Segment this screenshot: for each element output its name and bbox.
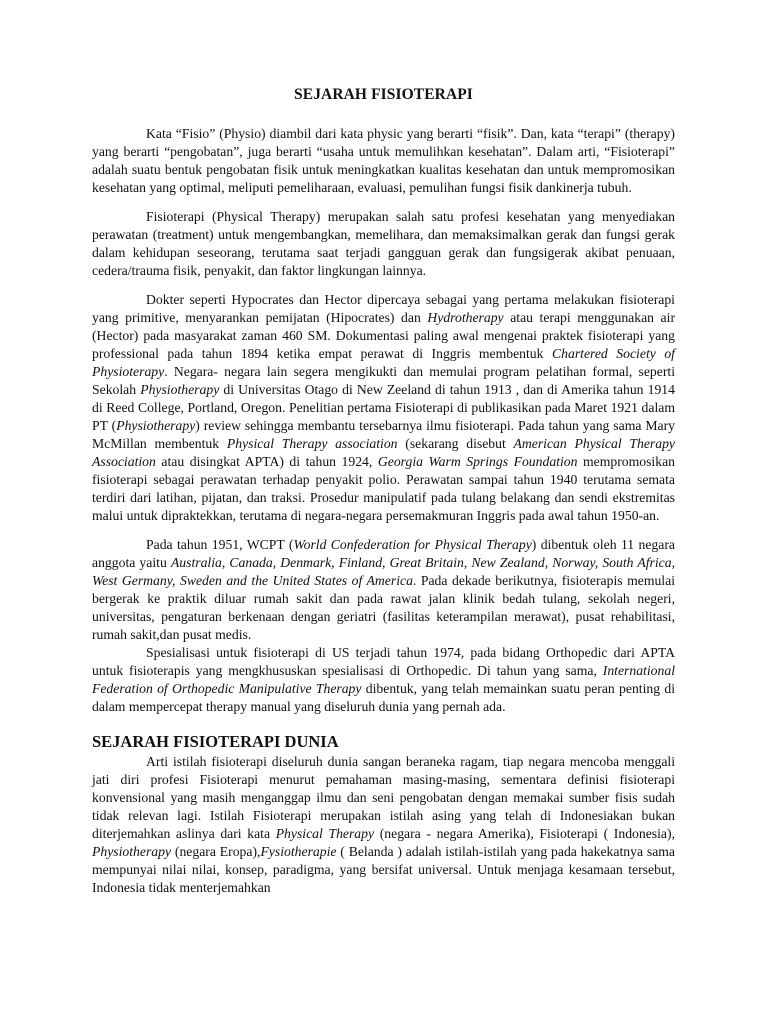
italic-term: Hydrotherapy xyxy=(427,310,504,325)
text-run: Dokter seperti Hypocrates dan Hector dipercaya sebagai yang pertama melakukan fisioterapi yang primitive, menyarankan pemijatan (Hipocrates) dan xyxy=(92,292,675,325)
italic-term: Physical Therapy xyxy=(275,826,375,841)
italic-term: Physiotherapy xyxy=(92,844,172,859)
text-run: mempromosikan fisioterapi sebagai perawatan terhadap penyakit polio. Perawatan sampai tahun 1940 terutama semata terdiri dari latihan, pijatan, dan traksi. Prosedur manipulatif pada tulang belakang dan sendi ekstremitas malui untuk dipraktekkan, terutama di negara-negara persemakmuran Inggris pada awal tahun 1950-an. xyxy=(92,454,675,523)
section-title: SEJARAH FISIOTERAPI DUNIA xyxy=(92,732,339,751)
paragraph xyxy=(92,536,675,644)
text-run: Kata “Fisio” (Physio) diambil dari kata physic yang berarti “fisik”. Dan, kata “terapi” (therapy) yang berarti “pengobatan”, juga berarti “usaha untuk memulihkan kesehatan”. Dalam arti, “Fisioterapi” adalah suatu bentuk pengobatan fisik untuk meningkatkan kualitas kesehatan dan untuk mempromosikan kesehatan yang optimal, meliputi pemeliharaan, evaluasi, pemulihan fungsi fisik dankinerja tubuh. xyxy=(92,126,675,195)
document-page xyxy=(92,86,675,908)
italic-term: Physiotherapy xyxy=(116,418,196,433)
italic-term: Fysiotherapie xyxy=(260,844,337,859)
italic-term: Physical Therapy association xyxy=(226,436,398,451)
text-run: ) dibentuk oleh 11 negara anggota yaitu xyxy=(92,537,675,570)
text-run: (negara - negara Amerika), Fisioterapi ( Indonesia), xyxy=(374,826,675,841)
text-run: Spesialisasi untuk fisioterapi di US terjadi tahun 1974, pada bidang Orthopedic dari APTA untuk fisioterapis yang mengkhususkan spesialisasi di Orthopedic. Di tahun yang sama, xyxy=(92,645,675,678)
paragraph xyxy=(92,644,675,716)
italic-term: World Confederation for Physical Therapy xyxy=(293,537,532,552)
text-run: (negara Eropa), xyxy=(171,844,261,859)
text-run: ( Belanda ) adalah istilah-istilah yang pada hakekatnya sama mempunyai nilai nilai, konsep, paradigma, yang bersifat universal. Untuk menjaga kesamaan tersebut, Indonesia tidak menterjemahkan xyxy=(92,844,675,895)
text-run: Fisioterapi (Physical Therapy) merupakan salah satu profesi kesehatan yang menyediakan perawatan (treatment) untuk mengembangkan, memelihara, dan memaksimalkan gerak dan fungsi gerak dalam kehidupan seseorang, terutama saat terjadi gangguan gerak dan fungsigerak akibat penuaan, cedera/trauma fisik, penyakit, dan faktor lingkungan lainnya. xyxy=(92,209,675,278)
text-run: Pada tahun 1951, WCPT ( xyxy=(146,537,294,552)
text-run: dibentuk, yang telah memainkan suatu peran penting di dalam mempercepat therapy manual yang diseluruh dunia yang pernah ada. xyxy=(92,681,675,714)
paragraph xyxy=(92,208,675,280)
text-run: atau terapi menggunakan air (Hector) pada masyarakat zaman 460 SM. Dokumentasi paling awal mengenai praktek fisioterapi yang professional pada tahun 1894 ketika empat perawat di Inggris membentuk xyxy=(92,310,675,361)
paragraph xyxy=(92,753,675,897)
text-run: di Universitas Otago di New Zeeland di tahun 1913 , dan di Amerika tahun 1914 di Reed College, Portland, Oregon. Penelitian pertama Fisioterapi di publikasikan pada Maret 1921 dalam PT ( xyxy=(92,382,675,433)
text-run: Arti istilah fisioterapi diseluruh dunia sangan beraneka ragam, tiap negara mencoba menggali jati diri profesi Fisioterapi menurut pemahaman masing-masing, sementara definisi fisioterapi konvensional yang masih menganggap ilmu dan seni pengobatan dengan memakai sumber fisis sudah tidak relevan lagi. Istilah Fisioterapi merupakan istilah asing yang telah di Indonesiakan bukan diterjemahkan aslinya dari kata xyxy=(92,754,675,841)
italic-term: Australia, Canada, Denmark, Finland, Great Britain, New Zealand, Norway, South Africa, West Germany, Sweden and the United States of America xyxy=(92,555,675,588)
italic-term: Georgia Warm Springs Foundation xyxy=(377,454,578,469)
paragraph xyxy=(92,291,675,525)
document-title: SEJARAH FISIOTERAPI xyxy=(294,86,473,103)
italic-term: American Physical Therapy Association xyxy=(92,436,676,469)
text-run: . Negara- negara lain segera mengikukti dan memulai program pelatihan formal, seperti Sekolah xyxy=(92,364,675,397)
paragraph xyxy=(92,125,675,197)
italic-term: Physiotherapy xyxy=(140,382,220,397)
italic-term: Chartered Society of Physioterapy xyxy=(92,346,675,379)
text-run: atau disingkat APTA) di tahun 1924, xyxy=(155,454,378,469)
italic-term: International Federation of Orthopedic Manipulative Therapy xyxy=(92,663,675,696)
text-run: . Pada dekade berikutnya, fisioterapis memulai bergerak ke praktik diluar rumah sakit dan pada rawat jalan klinik bedah tulang, sekolah negeri, universitas, pengaturan berkenaan dengan geriatri (fasilitas keterampilan merawat), pusat rehabilitasi, rumah sakit,dan pusat medis. xyxy=(92,573,675,642)
text-run: ) review sehingga membantu tersebarnya ilmu fisioterapi. Pada tahun yang sama Mary McMillan membentuk xyxy=(92,418,675,451)
text-run: (sekarang disebut xyxy=(397,436,514,451)
